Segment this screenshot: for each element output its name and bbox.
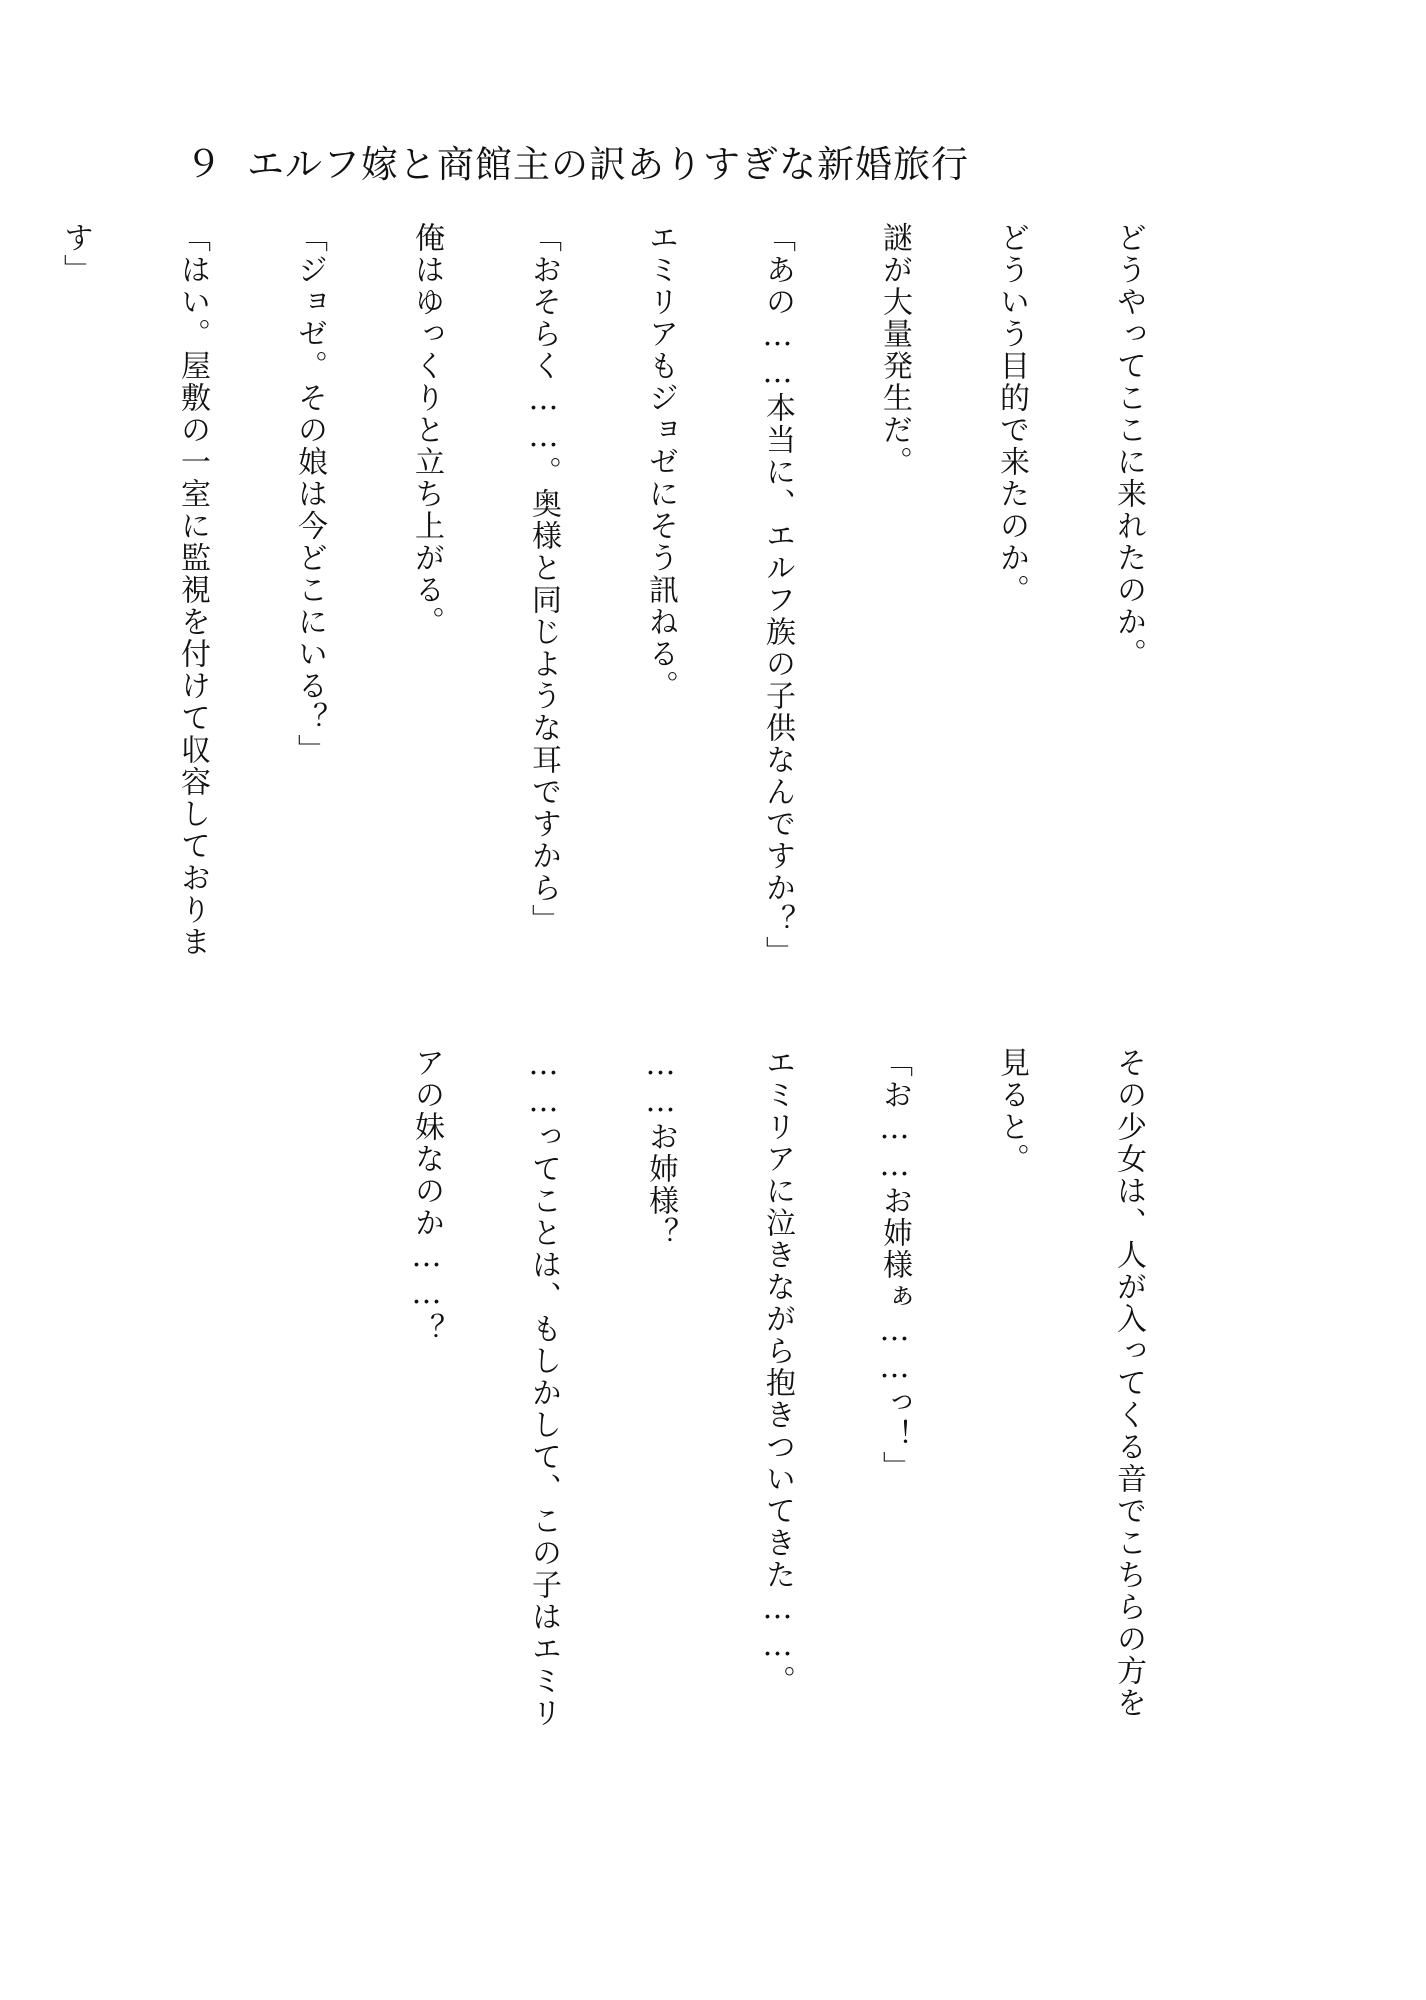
text-line: 「おそらく……。奥様と同じような耳ですから」 [526, 222, 561, 936]
text-line: エミリアに泣きながら抱きついてきた……。 [760, 1047, 795, 1697]
text-line: アの妹なのか……？ [409, 1047, 444, 1345]
chapter-title: エルフ嫁と商館主の訳ありすぎな新婚旅行 [247, 143, 969, 186]
text-line: どうやってここに来れたのか。 [1111, 222, 1146, 670]
text-line: どういう目的で来たのか。 [994, 222, 1029, 606]
text-line: 謎が大量発生だ。 [877, 222, 912, 478]
chapter-number: ９ [185, 143, 223, 186]
text-line: その少女は、人が入ってくる音でこちらの方を [1111, 1047, 1146, 1719]
text-line: 見ると。 [994, 1047, 1029, 1175]
text-line: ……ってことは、もしかして、この子はエミリ [526, 1047, 561, 1729]
upper-text-block [0, 222, 1226, 968]
text-line: 俺はゆっくりと立ち上がる。 [409, 222, 444, 638]
text-line: 「はい。屋敷の一室に監視を付けて収容しておりま [175, 222, 210, 958]
text-line: ……お姉様？ [643, 1047, 678, 1249]
text-line: す」 [58, 222, 93, 286]
running-header [185, 143, 969, 186]
lower-text-block [329, 1047, 1226, 1787]
text-line: エミリアもジョゼにそう訊ねる。 [643, 222, 678, 702]
text-line: 「あの……本当に、エルフ族の子供なんですか？」 [760, 222, 795, 968]
text-line: 「お……お姉様ぁ……っ！」 [877, 1047, 912, 1483]
text-line: 「ジョゼ。その娘は今どこにいる？」 [292, 222, 327, 766]
